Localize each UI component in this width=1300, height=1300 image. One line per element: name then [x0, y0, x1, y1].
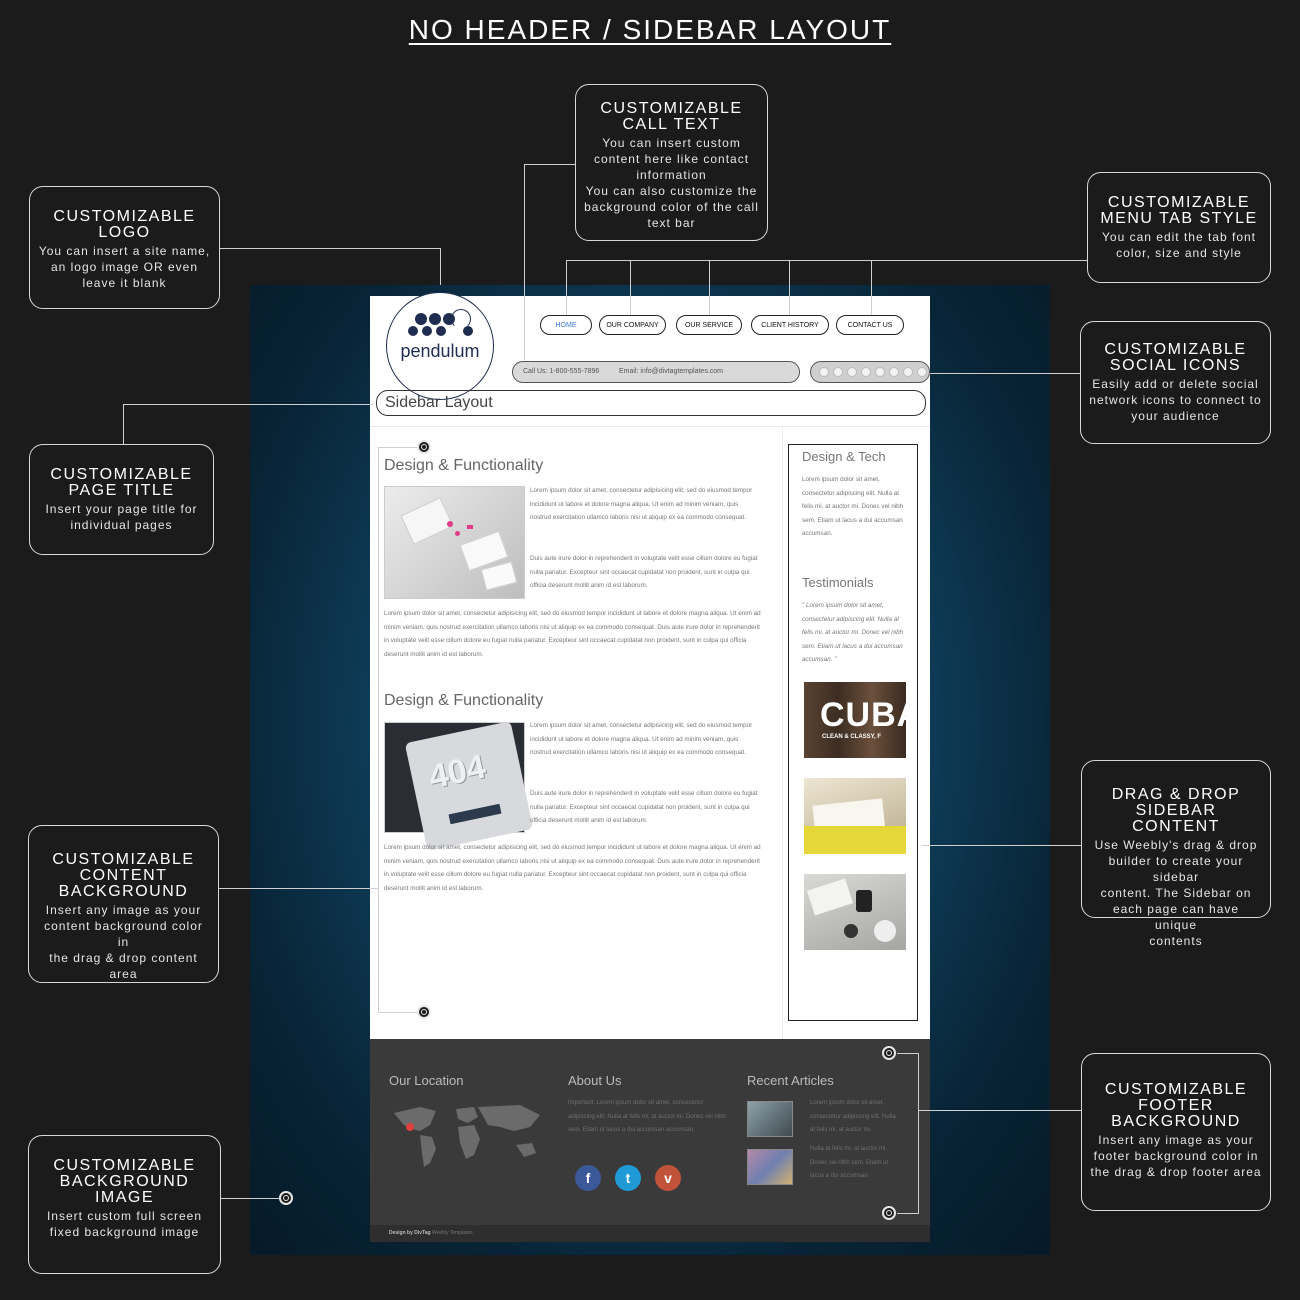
footer-title: Our Location — [389, 1073, 464, 1088]
callout-logo — [29, 186, 220, 309]
marker-ring — [279, 1191, 293, 1205]
callout-call-text — [575, 84, 768, 241]
footer-text: Important: Lorem ipsum dolor sit amet, consectetur adipiscing elit. Nulla at felis mi, at auctor mi. Donec vel nibh sem. Etiam ut lacus a dui accumsan accumsan. — [568, 1100, 726, 1134]
testimonial-text: " Lorem ipsum dolor sit amet, consectetur adipiscing elit. Nulla at felis mi, at auctor mi. Donec vel nibh sem. Etiam ut lacus a dui accumsan accumsan. " — [802, 602, 904, 664]
connector-line — [219, 248, 440, 249]
connector-line — [871, 260, 872, 315]
logo-text: pendulum — [400, 341, 480, 361]
callout-text: Insert any image as your footer background color in the drag & drop footer area — [1090, 1133, 1262, 1179]
connector-line — [566, 260, 1088, 261]
design-by-link[interactable]: Weebly Templates — [431, 1230, 473, 1236]
menu-tab-home[interactable]: HOME — [540, 315, 592, 335]
social-icons-bar — [810, 361, 930, 383]
callout-text: You can insert a site name, an logo image OR even leave it blank — [38, 244, 211, 290]
sidebar-title: Design & Tech — [802, 449, 886, 464]
callout-text: Insert any image as your content background color in the drag & drop content area — [44, 903, 203, 981]
section-paragraph: Duis aute irure dolor in reprehenderit in voluptate velit esse cillum dolore eu fugiat nulla pariatur. Excepteur sint occaecat cupidatat non proident, sunt in culpa qui officia deserunt mollit anim id est laborum. — [530, 790, 758, 825]
page-title-bar: Sidebar Layout — [376, 390, 926, 416]
logo-dot — [408, 326, 418, 336]
callout-text: Easily add or delete social network icons to connect to your audience — [1089, 377, 1262, 423]
connector-line — [789, 260, 790, 315]
sidebar-divider — [782, 427, 783, 1039]
section-title: Design & Functionality — [384, 692, 544, 709]
stationery-image — [384, 486, 525, 599]
social-icon[interactable] — [903, 367, 913, 377]
design-by-text: Design by DivTag — [389, 1230, 431, 1236]
callout-text: Insert custom full screen fixed background image — [46, 1209, 203, 1239]
callout-footer-bg — [1081, 1053, 1271, 1211]
connector-line — [922, 845, 1082, 846]
page-heading — [0, 14, 1300, 46]
section-title: Design & Functionality — [384, 457, 544, 474]
site-footer — [370, 1039, 930, 1242]
footer-bracket — [897, 1053, 919, 1054]
connector-line — [566, 260, 567, 315]
logo-dot — [415, 313, 427, 325]
world-map-icon — [390, 1103, 548, 1179]
callout-text: You can edit the tab font color, size and style — [1102, 230, 1256, 260]
section-paragraph: Lorem ipsum dolor sit amet, consectetur adipisicing elit, sed do eiusmod tempor incididunt ut labore et dolore magna aliqua. Ut enim ad minim veniam, quis nostrud exercitation ullamco laboris nisi ut aliquip ex ea commodo consequat. — [530, 722, 753, 757]
marker-ring — [417, 1005, 431, 1019]
content-bracket — [378, 1012, 418, 1013]
content-bracket — [378, 447, 418, 448]
social-icon[interactable] — [833, 367, 843, 377]
social-icon[interactable] — [875, 367, 885, 377]
connector-line — [524, 164, 525, 360]
divider — [370, 426, 930, 427]
logo-dot — [436, 326, 446, 336]
facebook-icon[interactable]: f — [575, 1165, 601, 1191]
menu-tab-our-company[interactable]: OUR COMPANY — [599, 315, 666, 335]
cuba-text: CUBA — [820, 696, 923, 734]
connector-line — [218, 888, 378, 889]
section-paragraph: Lorem ipsum dolor sit amet, consectetur adipisicing elit, sed do eiusmod tempor incididunt ut labore et dolore magna aliqua. Ut enim ad minim veniam, quis nostrud exercitation ullamco laboris nisi ut aliquip ex ea commodo consequat. Duis aute irure dolor in reprehenderit in voluptate velit esse cillum dolore eu fugiat nulla pariatur. Excepteur sint occaecat cupidatat non proident, sunt in culpa qui officia deserunt mollit anim id est laborum. — [384, 844, 761, 892]
cuba-subtext: CLEAN & CLASSY, F — [822, 734, 882, 740]
social-icon[interactable] — [917, 367, 927, 377]
call-text: Call Us: 1-800-555-7896 — [523, 368, 600, 375]
menu-tab-client-history[interactable]: CLIENT HISTORY — [751, 315, 829, 335]
marker-ring — [417, 440, 431, 454]
footer-title: Recent Articles — [747, 1073, 834, 1088]
sidebar-text: Lorem ipsum dolor sit amet, consectetur adipiscing elit. Nulla at felis mi, at auctor mi. Donec vel nibh sem. Etiam ut lacus a dui accumsan accumsan. — [802, 476, 904, 538]
email-text[interactable]: Email: info@divtagtemplates.com — [619, 368, 723, 375]
connector-line — [440, 248, 441, 285]
article-text[interactable]: Lorem ipsum dolor sit amet, consectetur adipiscing elit. Nulla at felis mi, at auctor mi. — [810, 1100, 896, 1134]
connector-line — [630, 260, 631, 315]
callout-menu — [1087, 172, 1271, 283]
footer-bracket — [897, 1213, 919, 1214]
callout-title: CUSTOMIZABLE BACKGROUND IMAGE — [53, 1157, 196, 1206]
404-text: 404 — [425, 747, 489, 797]
callout-content-bg — [28, 825, 219, 983]
callout-title: CUSTOMIZABLE LOGO — [53, 208, 196, 241]
callout-title: CUSTOMIZABLE MENU TAB STYLE — [1100, 194, 1258, 227]
sidebar-outline — [788, 444, 918, 1021]
footer-bracket — [918, 1053, 919, 1213]
marker-ring — [882, 1206, 896, 1220]
connector-line — [709, 260, 710, 315]
connector-line — [930, 373, 1081, 374]
connector-line — [123, 404, 124, 445]
article-thumbnail[interactable] — [747, 1149, 793, 1185]
section-paragraph: Lorem ipsum dolor sit amet, consectetur adipisicing elit, sed do eiusmod tempor incididunt ut labore et dolore magna aliqua. Ut enim ad minim veniam, quis nostrud exercitation ullamco laboris nisi ut aliquip ex ea commodo consequat. Duis aute irure dolor in reprehenderit in voluptate velit esse cillum dolore eu fugiat nulla pariatur. Excepteur sint occaecat cupidatat non proident, sunt in culpa qui officia deserunt mollit anim id est laborum. — [384, 610, 761, 658]
callout-text: Use Weebly's drag & drop builder to create your sidebar content. The Sidebar on each page can have unique contents — [1094, 838, 1258, 948]
callout-page-title — [29, 444, 214, 555]
marker-ring — [882, 1046, 896, 1060]
logo-dot — [429, 313, 441, 325]
menu-tab-contact-us[interactable]: CONTACT US — [836, 315, 904, 335]
social-icon[interactable] — [819, 367, 829, 377]
footer-title: About Us — [568, 1073, 622, 1088]
section-paragraph: Duis aute irure dolor in reprehenderit in voluptate velit esse cillum dolore eu fugiat nulla pariatur. Excepteur sint occaecat cupidatat non proident, sunt in culpa qui officia deserunt mollit anim id est laborum. — [530, 555, 758, 590]
content-bracket — [378, 447, 379, 1012]
callout-text: Insert your page title for individual pages — [45, 502, 198, 532]
callout-title: CUSTOMIZABLE CONTENT BACKGROUND — [52, 851, 195, 900]
social-icon[interactable] — [847, 367, 857, 377]
call-text-bar — [512, 361, 800, 383]
page-heading-text: NO HEADER / SIDEBAR LAYOUT — [408, 14, 892, 45]
logo-dot — [463, 326, 473, 336]
404-image — [384, 722, 525, 833]
sidebar-title: Testimonials — [802, 575, 874, 590]
callout-social — [1080, 321, 1271, 444]
connector-line — [123, 404, 373, 405]
twitter-icon[interactable]: t — [615, 1165, 641, 1191]
callout-drag-drop — [1081, 760, 1271, 948]
callout-title: CUSTOMIZABLE FOOTER BACKGROUND — [1104, 1081, 1248, 1130]
logo-dot — [422, 326, 432, 336]
callout-title: DRAG & DROP SIDEBAR CONTENT — [1111, 786, 1241, 835]
connector-line — [524, 164, 576, 165]
social-icon[interactable] — [889, 367, 899, 377]
vimeo-icon[interactable]: v — [655, 1165, 681, 1191]
connector-line — [918, 1110, 1082, 1111]
article-thumbnail[interactable] — [747, 1101, 793, 1137]
callout-title: CUSTOMIZABLE PAGE TITLE — [50, 466, 193, 499]
callout-text: You can insert custom content here like contact information You can also customize the background color of the call text bar — [584, 136, 759, 230]
menu-tab-our-service[interactable]: OUR SERVICE — [676, 315, 742, 335]
callout-title: CUSTOMIZABLE CALL TEXT — [600, 100, 743, 133]
article-text[interactable]: Nulla at felis mi, at auctor mi. Donec vel nibh sem. Etiam ut lacus a dui accumsan. — [810, 1146, 889, 1180]
site-logo[interactable] — [386, 292, 494, 400]
social-icon[interactable] — [861, 367, 871, 377]
section-paragraph: Lorem ipsum dolor sit amet, consectetur adipisicing elit, sed do eiusmod tempor incididunt ut labore et dolore magna aliqua. Ut enim ad minim veniam, quis nostrud exercitation ullamco laboris nisi ut aliquip ex ea commodo consequat. — [530, 487, 753, 522]
connector-line — [220, 1198, 280, 1199]
footer-credit-bar — [370, 1225, 930, 1242]
callout-title: CUSTOMIZABLE SOCIAL ICONS — [1104, 341, 1247, 374]
callout-bg-image — [28, 1135, 221, 1274]
